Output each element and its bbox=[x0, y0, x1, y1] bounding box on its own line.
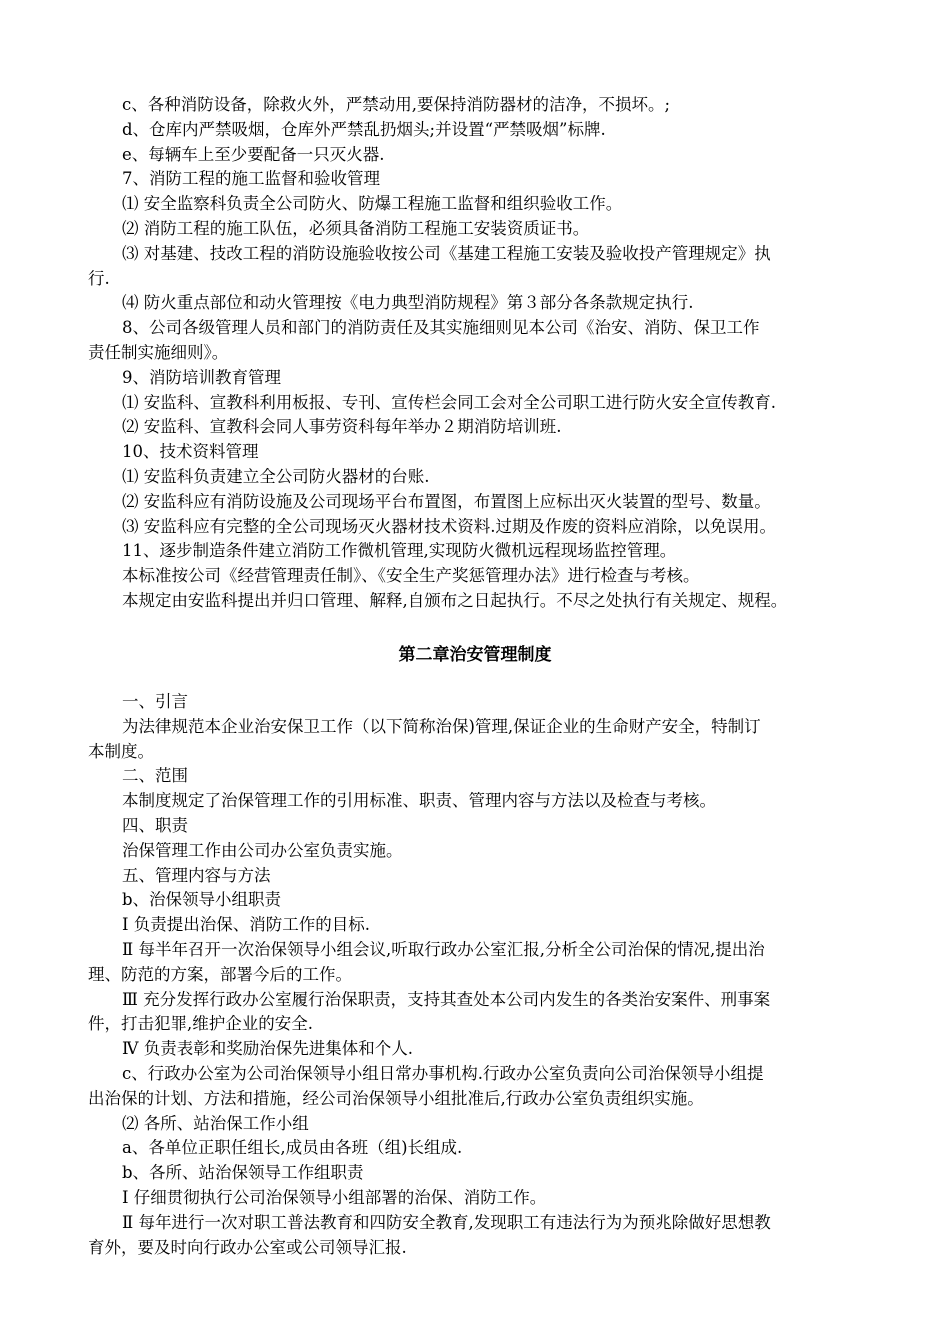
chapter-heading: 第二章治安管理制度 bbox=[398, 645, 552, 665]
paragraph-line: 9、消防培训教育管理 bbox=[122, 367, 281, 387]
paragraph-line: ⑴ 安全监察科负责全公司防火、防爆工程施工监督和组织验收工作。 bbox=[122, 194, 623, 214]
paragraph-line: Ⅲ 充分发挥行政办公室履行治保职责，支持其查处本公司内发生的各类治安案件、刑事案 bbox=[122, 989, 771, 1009]
paragraph-line: 为法律规范本企业治安保卫工作（以下简称治保)管理,保证企业的生命财产安全，特制订 bbox=[122, 716, 761, 736]
paragraph-line: 育外，要及时向行政办公室或公司领导汇报. bbox=[88, 1237, 407, 1257]
paragraph-line: ⑴ 安监科、宣教科利用板报、专刊、宣传栏会同工会对全公司职工进行防火安全宣传教育. bbox=[122, 392, 776, 412]
paragraph-line: Ⅳ 负责表彰和奖励治保先进集体和个人. bbox=[122, 1039, 413, 1059]
paragraph-line: c、行政办公室为公司治保领导小组日常办事机构.行政办公室负责向公司治保领导小组提 bbox=[122, 1063, 764, 1083]
paragraph-line: 本制度规定了治保管理工作的引用标准、职责、管理内容与方法以及检查与考核。 bbox=[122, 791, 716, 811]
paragraph-line: 出治保的计划、方法和措施，经公司治保领导小组批准后,行政办公室负责组织实施。 bbox=[88, 1088, 704, 1108]
section-security-management bbox=[88, 690, 888, 1260]
paragraph-line: 本规定由安监科提出并归口管理、解释,自颁布之日起执行。不尽之处执行有关规定、规程。 bbox=[122, 590, 788, 610]
paragraph-line: ⑶ 对基建、技改工程的消防设施验收按公司《基建工程施工安装及验收投产管理规定》执 bbox=[122, 243, 771, 263]
paragraph-line: 一、引言 bbox=[122, 692, 188, 711]
paragraph-line: ⑷ 防火重点部位和动火管理按《电力典型消防规程》第３部分各条款规定执行. bbox=[122, 293, 694, 313]
paragraph-line: a、各单位正职任组长,成员由各班（组)长组成. bbox=[122, 1138, 463, 1158]
paragraph-line: ⑵ 各所、站治保工作小组 bbox=[122, 1113, 309, 1133]
paragraph-line: 件，打击犯罪,维护企业的安全. bbox=[88, 1014, 313, 1034]
paragraph-line: 治保管理工作由公司办公室负责实施。 bbox=[122, 840, 403, 860]
paragraph-line: 理、防范的方案，部署今后的工作。 bbox=[88, 964, 352, 984]
section-fire-safety bbox=[88, 93, 888, 614]
paragraph-line: 二、范围 bbox=[122, 766, 188, 786]
paragraph-line: ⑴ 安监科负责建立全公司防火器材的台账. bbox=[122, 466, 430, 486]
paragraph-line: 本制度。 bbox=[88, 741, 154, 761]
paragraph-line: 7、消防工程的施工监督和验收管理 bbox=[122, 169, 380, 189]
paragraph-line: b、各所、站治保领导工作组职责 bbox=[122, 1163, 364, 1183]
paragraph-line: 责任制实施细则》。 bbox=[88, 342, 229, 362]
paragraph-line: ⑶ 安监科应有完整的全公司现场灭火器材技术资料.过期及作废的资料应消除，以免误用。 bbox=[122, 516, 776, 536]
paragraph-line: ⑵ 消防工程的施工队伍，必须具备消防工程施工安装资质证书。 bbox=[122, 218, 590, 238]
paragraph-line: e、每辆车上至少要配备一只灭火器. bbox=[122, 144, 385, 164]
paragraph-line: 10、技术资料管理 bbox=[122, 442, 259, 462]
paragraph-line: Ⅰ 负责提出治保、消防工作的目标. bbox=[122, 915, 371, 935]
paragraph-line: ⑵ 安监科应有消防设施及公司现场平台布置图，布置图上应标出灭火装置的型号、数量。 bbox=[122, 491, 771, 511]
paragraph-line: d、仓库内严禁吸烟，仓库外严禁乱扔烟头;并设置“严禁吸烟”标牌. bbox=[122, 119, 606, 139]
paragraph-line: Ⅱ 每半年召开一次治保领导小组会议,听取行政办公室汇报,分析全公司治保的情况,提出治 bbox=[122, 939, 765, 959]
paragraph-line: c、各种消防设备，除救火外，严禁动用,要保持消防器材的洁净，不损坏。; bbox=[122, 95, 671, 114]
paragraph-line: 行. bbox=[88, 268, 110, 288]
paragraph-line: 五、管理内容与方法 bbox=[122, 865, 271, 885]
paragraph-line: 本标准按公司《经营管理责任制》、《安全生产奖惩管理办法》进行检查与考核。 bbox=[122, 566, 700, 586]
paragraph-line: ⑵ 安监科、宣教科会同人事劳资科每年举办２期消防培训班. bbox=[122, 417, 562, 437]
paragraph-line: b、治保领导小组职责 bbox=[122, 890, 282, 910]
paragraph-line: 四、职责 bbox=[122, 815, 188, 835]
paragraph-line: Ⅱ 每年进行一次对职工普法教育和四防安全教育,发现职工有违法行为为预兆除做好思想教 bbox=[122, 1212, 771, 1232]
paragraph-line: Ⅰ 仔细贯彻执行公司治保领导小组部署的治保、消防工作。 bbox=[122, 1187, 547, 1207]
paragraph-line: 8、公司各级管理人员和部门的消防责任及其实施细则见本公司《治安、消防、保卫工作 bbox=[122, 318, 760, 338]
paragraph-line: 11、逐步制造条件建立消防工作微机管理,实现防火微机远程现场监控管理。 bbox=[122, 541, 677, 561]
